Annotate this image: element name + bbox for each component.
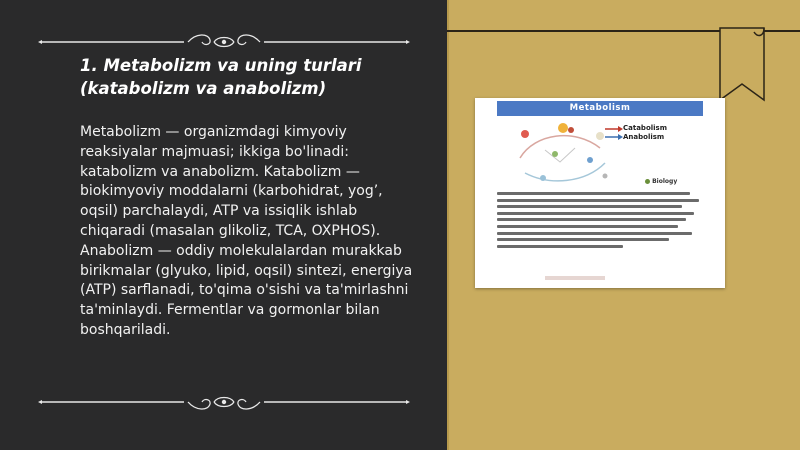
slide-body-text: Metabolizm — organizmdagi kimyoviy reaksiyalar majmuasi; ikkiga bo'linadi: katabolizm va anabolizm. Katabolizm — biokimyoviy moddalarni (karbohidrat, yog’, oqsil) parchalaydi, ATP va issiqlik ishlab chiqaradi (masalan glikoliz, TCA, OXPHOS). Anabolizm — oddiy molekulalardan murakkab birikmalar (glyuko, lipid, oqsil) sintezi, energiya (ATP) sarflanadi, to'qima o'sishi va ta'mirlashni ta'minlaydi. Fermentlar va gormonlar bilan boshqariladi. [80, 124, 413, 338]
catabolism-legend-arrow-icon [605, 125, 623, 141]
figure-caption-placeholder [497, 192, 707, 251]
slide-title-line2: (katabolizm va anabolizm) [80, 79, 327, 98]
bookmark-ribbon-icon [718, 22, 766, 102]
figure-legend [623, 124, 667, 142]
panel-divider [447, 0, 449, 450]
slide-title-line1: 1. Metabolizm va uning turlari [80, 56, 362, 75]
bottom-ornament-icon [38, 391, 410, 413]
top-ornament-icon [38, 31, 410, 53]
metabolism-figure [475, 98, 725, 288]
source-label [645, 178, 677, 185]
legend-catabolism: Catabolism [623, 124, 668, 132]
figure-header: Metabolism [497, 101, 703, 116]
slide-title [80, 54, 420, 100]
watermark-icon [545, 273, 605, 283]
legend-anabolism: Anabolism [623, 133, 665, 141]
biology-logo-icon [645, 179, 650, 184]
source-label-text: Biology [652, 178, 678, 185]
